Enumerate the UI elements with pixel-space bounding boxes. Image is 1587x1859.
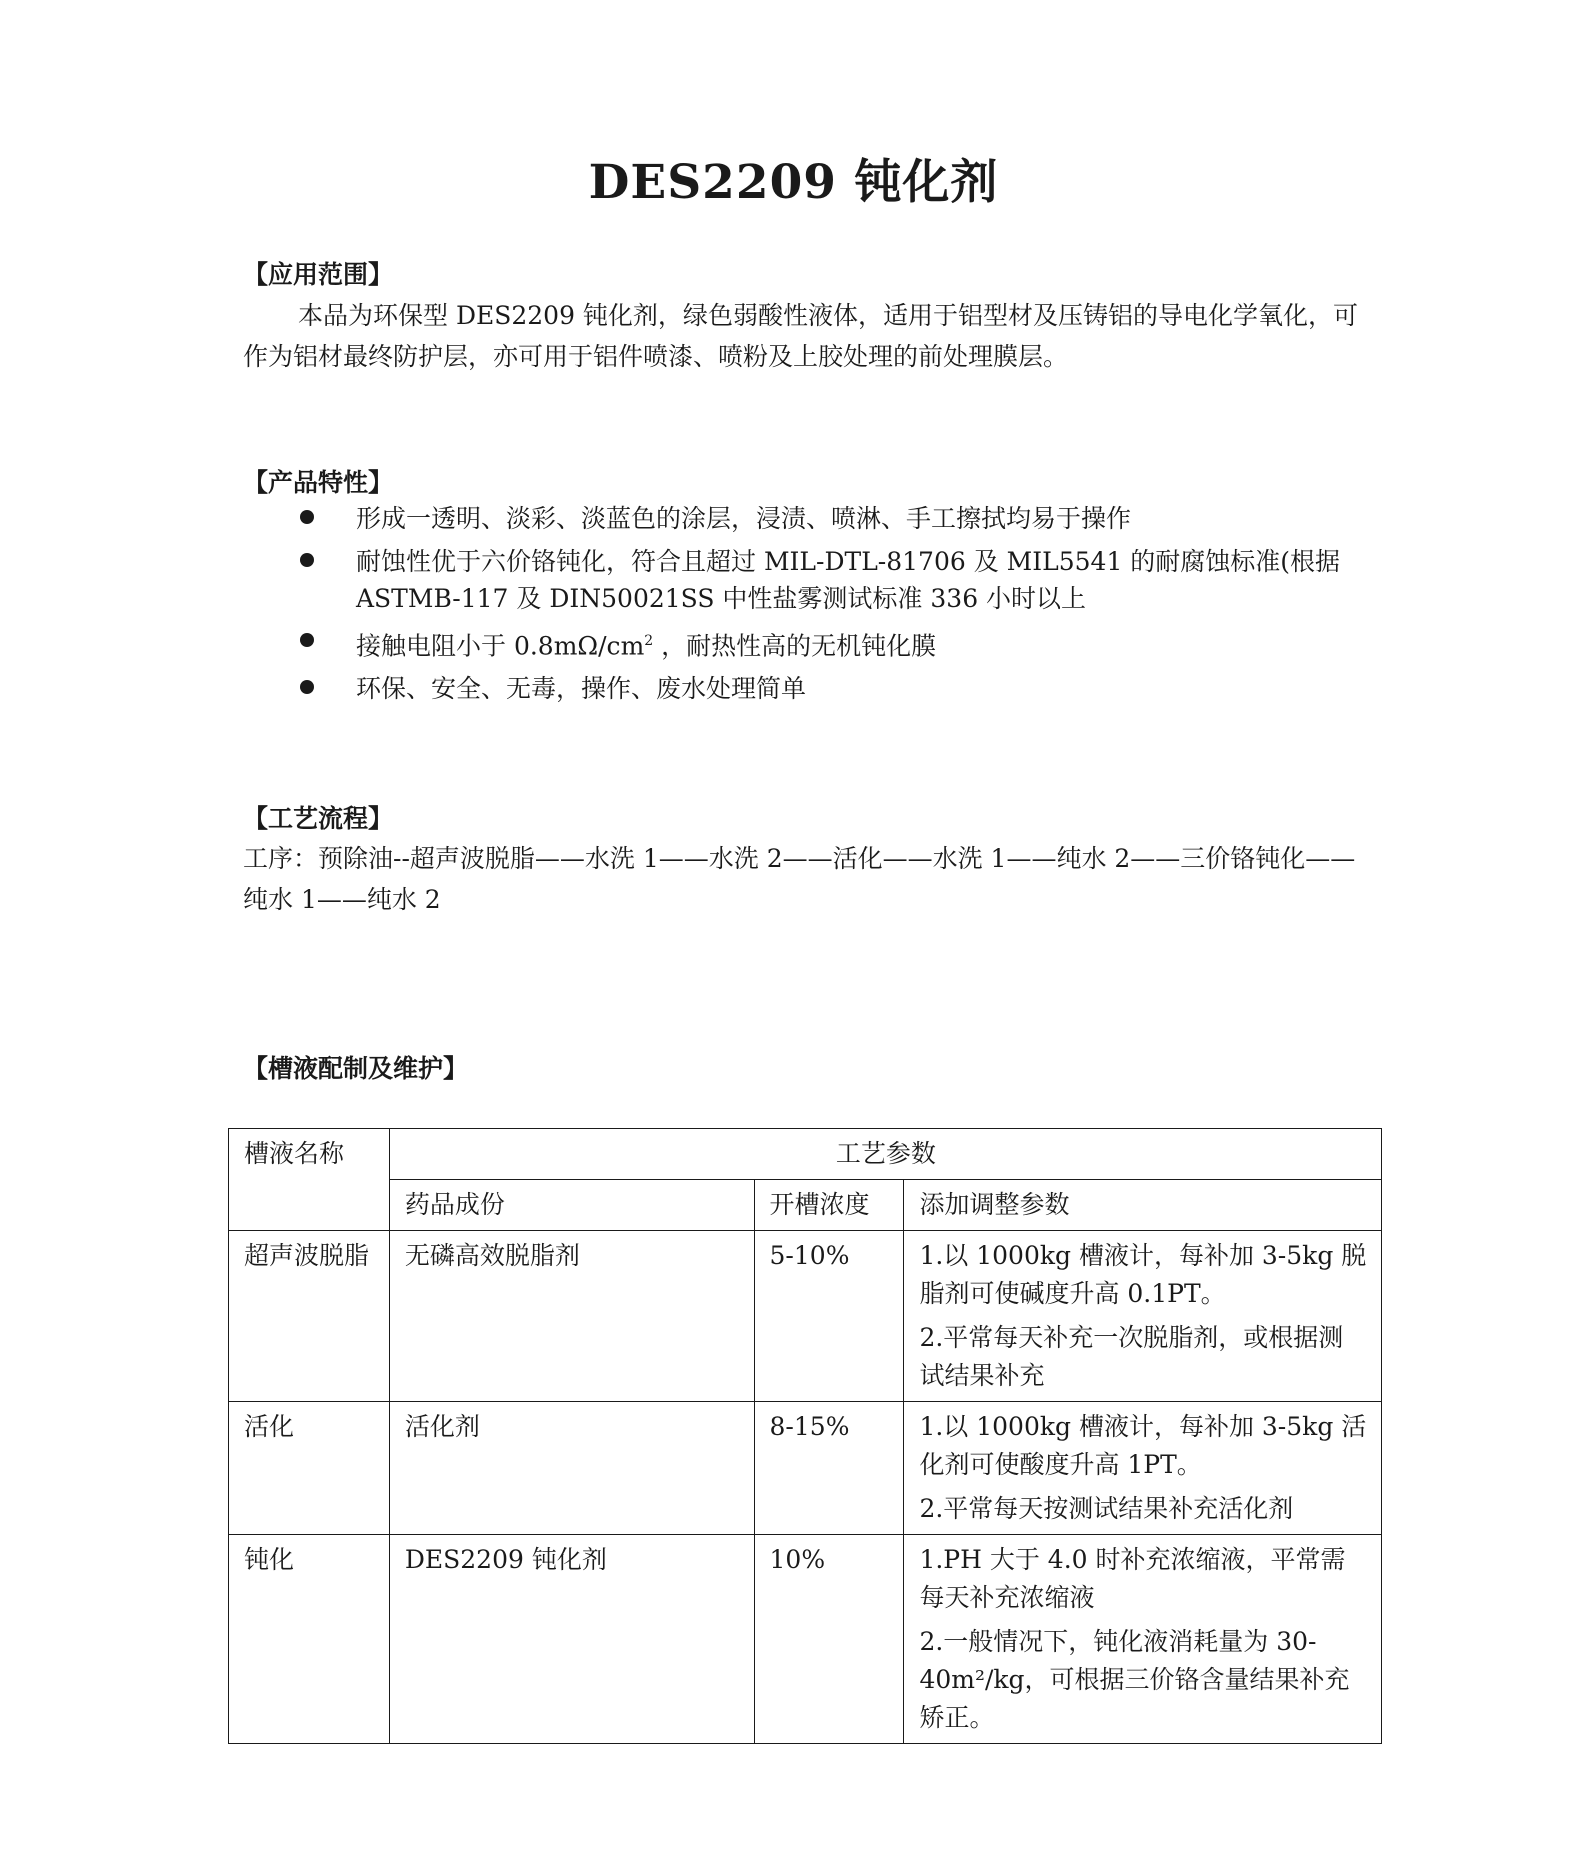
feature-text: 形成一透明、淡彩、淡蓝色的涂层，浸渍、喷淋、手工擦拭均易于操作 <box>356 504 1132 533</box>
superscript: 2 <box>644 633 654 649</box>
bullet-icon <box>300 680 314 694</box>
section-heading-features: 【产品特性】 <box>243 468 394 497</box>
process-text: 工序：预除油--超声波脱脂——水洗 1——水洗 2——活化——水洗 1——纯水 2——三价铬钝化——纯水 1——纯水 2 <box>243 844 1356 914</box>
adjust-item: 1.以 1000kg 槽液计，每补加 3-5kg 活化剂可使酸度升高 1PT。 <box>919 1412 1367 1479</box>
section-heading-application: 【应用范围】 <box>243 260 394 289</box>
feature-text: 环保、安全、无毒，操作、废水处理简单 <box>356 674 807 704</box>
cell-concentration: 5-10% <box>754 1231 904 1402</box>
feature-item <box>300 670 1365 707</box>
cell-concentration: 8-15% <box>754 1402 904 1535</box>
table-header-row <box>229 1129 1382 1180</box>
bullet-icon <box>300 553 314 567</box>
adjust-item: 1.PH 大于 4.0 时补充浓缩液，平常需每天补充浓缩液 <box>919 1545 1346 1612</box>
bullet-icon <box>300 633 314 647</box>
feature-item <box>300 623 1365 664</box>
table-row <box>229 1402 1382 1535</box>
header-component: 药品成份 <box>389 1180 754 1231</box>
cell-concentration: 10% <box>754 1535 904 1744</box>
feature-item <box>300 500 1365 537</box>
adjust-item: 2.一般情况下，钝化液消耗量为 30-40m²/kg，可根据三价铬含量结果补充矫正。 <box>919 1627 1350 1732</box>
header-concentration: 开槽浓度 <box>754 1180 904 1231</box>
header-bath-name: 槽液名称 <box>229 1129 390 1231</box>
cell-bath-name: 活化 <box>229 1402 390 1535</box>
table-row <box>229 1535 1382 1744</box>
bullet-icon <box>300 510 314 524</box>
adjust-item: 1.以 1000kg 槽液计，每补加 3-5kg 脱脂剂可使碱度升高 0.1PT。 <box>919 1241 1367 1308</box>
cell-component: DES2209 钝化剂 <box>389 1535 754 1744</box>
adjust-item: 2.平常每天按测试结果补充活化剂 <box>919 1494 1294 1523</box>
cell-bath-name: 超声波脱脂 <box>229 1231 390 1402</box>
section-heading-process: 【工艺流程】 <box>243 804 394 833</box>
feature-text: 接触电阻小于 0.8mΩ/cm <box>356 631 645 661</box>
feature-item <box>300 543 1365 617</box>
header-params: 工艺参数 <box>389 1129 1381 1180</box>
feature-text-tail: ，耐热性高的无机钝化膜 <box>653 631 937 661</box>
header-adjust: 添加调整参数 <box>904 1180 1382 1231</box>
table-subheader-row <box>229 1180 1382 1231</box>
feature-list <box>300 500 1365 713</box>
cell-component: 活化剂 <box>389 1402 754 1535</box>
cell-bath-name: 钝化 <box>229 1535 390 1744</box>
cell-adjust <box>904 1402 1382 1535</box>
section-heading-bath: 【槽液配制及维护】 <box>243 1054 469 1083</box>
adjust-item: 2.平常每天补充一次脱脂剂，或根据测试结果补充 <box>919 1323 1344 1390</box>
feature-text: 耐蚀性优于六价铬钝化，符合且超过 MIL-DTL-81706 及 MIL5541 的耐腐蚀标准(根据 ASTMB-117 及 DIN50021SS 中性盐雾测试标准 336 小时以上 <box>356 547 1341 613</box>
document-title: DES2209 钝化剂 <box>588 155 999 210</box>
table-row <box>229 1231 1382 1402</box>
bath-table <box>228 1128 1382 1744</box>
cell-component: 无磷高效脱脂剂 <box>389 1231 754 1402</box>
cell-adjust <box>904 1535 1382 1744</box>
application-text: 本品为环保型 DES2209 钝化剂，绿色弱酸性液体，适用于铝型材及压铸铝的导电化学氧化，可作为铝材最终防护层，亦可用于铝件喷漆、喷粉及上胶处理的前处理膜层。 <box>243 301 1358 371</box>
cell-adjust <box>904 1231 1382 1402</box>
